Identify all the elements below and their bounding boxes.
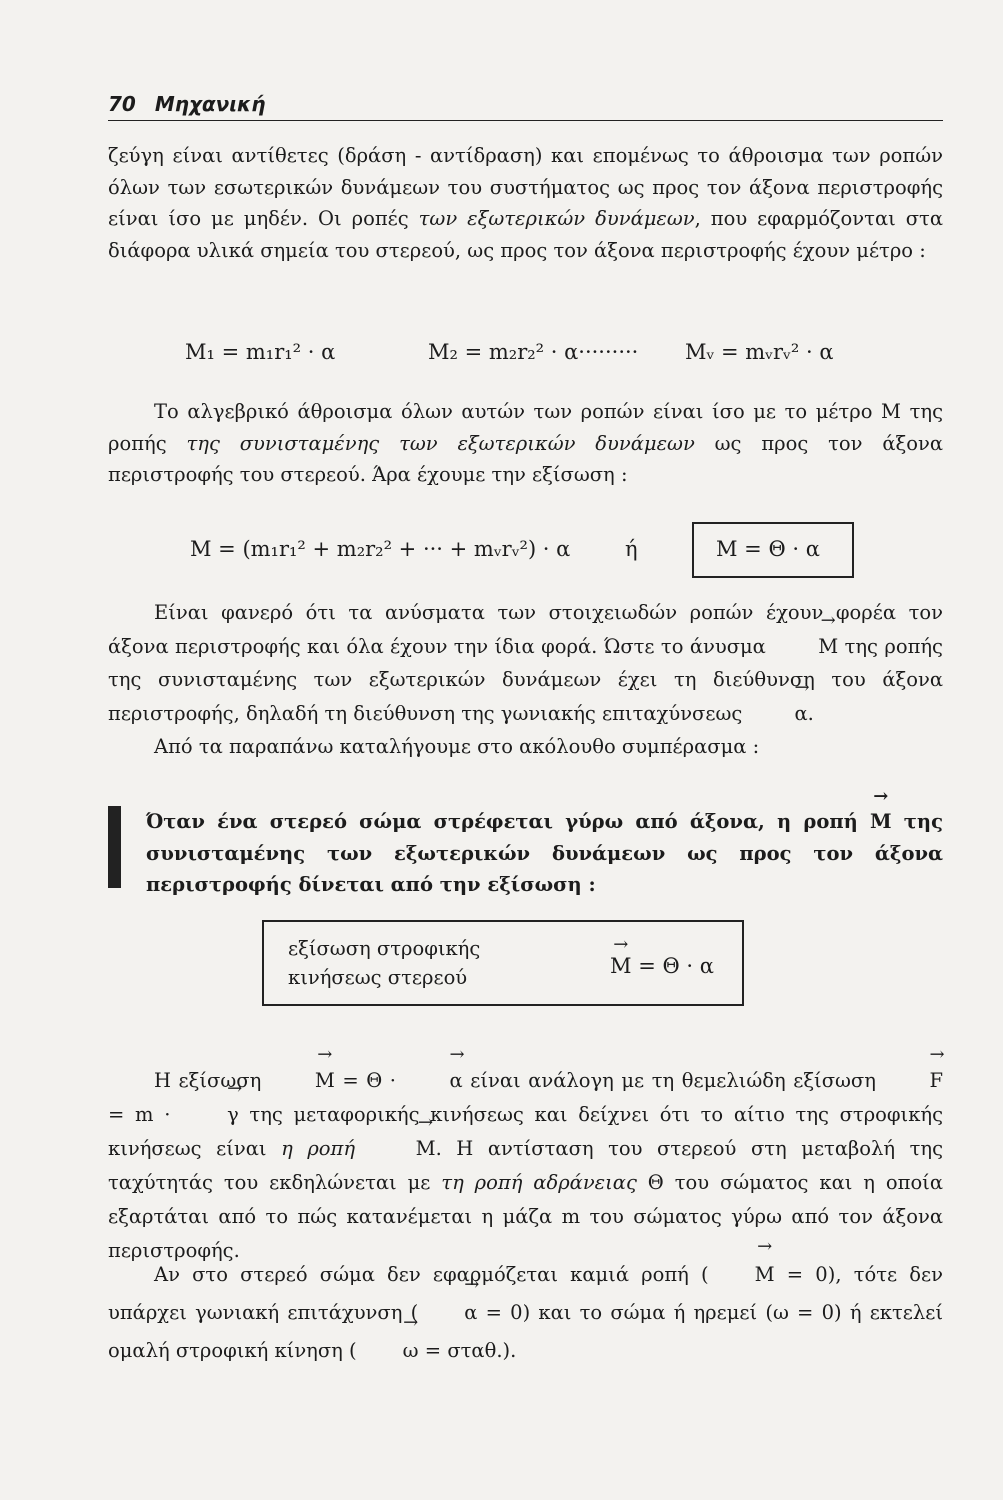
para5-text-a: Αν στο στερεό σώμα δεν εφαρμόζεται καμιά ροπή ( [154, 1263, 709, 1286]
para3-text-b: της ροπής της συνισταμένης των εξωτερικών δυνάμεων έχει τη διεύθυνση του άξονα περιστροφής, δηλαδή τη διεύθυνση της γωνιακής επιταχύνσεως [108, 634, 943, 725]
para4-text-a: Η εξίσωση [154, 1069, 269, 1092]
para4-vector-F: → F [883, 1064, 943, 1098]
paragraph-4 [108, 1064, 943, 1268]
box-vector-M: → M [610, 954, 632, 978]
para4-vector-gamma: → γ [181, 1098, 239, 1132]
para5-vector-M: → M [709, 1256, 775, 1294]
boxed-equation: M = Θ · α [716, 537, 820, 561]
box-label [288, 934, 480, 992]
para4-text-f: . Η αντίσταση του στερεού στη μεταβολή της ταχύτητάς του εκδηλώνεται με [108, 1137, 943, 1194]
equation-m1: M₁ = m₁r₁² · α [185, 340, 336, 364]
para4-text-e: της μεταφορικής κινήσεως και δείχνει ότι το αίτιο της στροφικής κινήσεως είναι [108, 1103, 943, 1160]
page-header [108, 92, 943, 121]
conclusion-highlight [146, 806, 943, 901]
para2-text-a: Το αλγεβρικό άθροισμα όλων αυτών των ροπών είναι ίσο με το μέτρο M της ροπής [108, 400, 943, 455]
para5-vector-alpha: → α [418, 1294, 477, 1332]
para4-text-d: = m · [108, 1103, 182, 1126]
para4-text-g: Θ του σώματος και η οποία εξαρτάται από το πώς κατανέμεται η μάζα m του σώματος γύρω από τον άξονα περιστροφής. [108, 1171, 943, 1262]
page-number: 70 [108, 92, 136, 116]
paragraph-5 [108, 1256, 943, 1370]
paragraph-2 [108, 396, 943, 491]
para4-text-b: = Θ · [334, 1069, 404, 1092]
equation-sum: M = (m₁r₁² + m₂r₂² + ··· + mᵥrᵥ²) · α [190, 537, 571, 561]
para4-text-c: είναι ανάλογη με τη θεμελιώδη εξίσωση [462, 1069, 884, 1092]
box-equation [610, 954, 714, 978]
para4-vector-alpha: → α [404, 1064, 463, 1098]
para1-text-a: ζεύγη είναι αντίθετες (δράση - αντίδραση) και επομένως το άθροισμα των ροπών όλων των εσωτερικών δυνάμεων του συστήματος ως προς τον άξονα περιστροφής είναι ίσο με μηδέν. Οι ροπές [108, 144, 943, 230]
para5-text-c: = 0) και το σώμα ή ηρεμεί (ω = 0) ή εκτελεί ομαλή στροφική κίνηση ( [108, 1301, 943, 1362]
rotational-equation-box [262, 920, 744, 1006]
equation-m2: M₂ = m₂r₂² · α········· [428, 340, 639, 364]
para4-italic-2: τη ροπή αδράνειας [441, 1171, 637, 1194]
vector-alpha: → α [749, 697, 808, 731]
box-label-line1: εξίσωση στροφικής [288, 937, 481, 960]
highlight-text-a: Όταν ένα στερεό σώμα στρέφεται γύρω από άξονα, η ροπή [146, 810, 870, 833]
para5-text-b: = 0), τότε δεν υπάρχει γωνιακή επιτάχυνση ( [108, 1263, 943, 1324]
paragraph-3 [108, 596, 943, 764]
para5-vector-omega: → ω [357, 1332, 419, 1370]
para1-italic: των εξωτερικών δυνάμεων [418, 207, 695, 230]
highlight-bar [108, 806, 121, 888]
para1-text-b: , που εφαρμόζονται στα διάφορα υλικά σημεία του στερεού, ως προς τον άξονα περιστροφής έχουν μέτρο : [108, 207, 943, 262]
running-title: Μηχανική [154, 92, 266, 116]
para2-italic: της συνισταμένης των εξωτερικών δυνάμεων [186, 431, 695, 455]
equation-mv: Mᵥ = mᵥrᵥ² · α [685, 340, 834, 364]
para4-italic-1: η ροπή [281, 1137, 356, 1160]
paragraph-1 [108, 140, 943, 266]
para4-vector-M: → M [269, 1064, 335, 1098]
para4-vector-M2: → M [370, 1132, 436, 1166]
para3-text-c: . [807, 701, 814, 725]
para3-text-d: Από τα παραπάνω καταλήγουμε στο ακόλουθο συμπέρασμα : [154, 735, 760, 758]
box-equation-rest: = Θ · α [631, 954, 714, 978]
boxed-equation-frame [692, 522, 854, 578]
vector-M: → M [772, 630, 838, 664]
box-label-line2: κινήσεως στερεού [288, 966, 468, 989]
equation-or: ή [625, 537, 638, 561]
highlight-text-b: της συνισταμένης των εξωτερικών δυνάμεων ως προς τον άξονα περιστροφής δίνεται από την εξίσωση : [146, 810, 943, 896]
para3-text-a: Είναι φανερό ότι τα ανύσματα των στοιχειωδών ροπών έχουν φορέα τον άξονα περιστροφής και όλα έχουν την ίδια φορά. Ώστε το άνυσμα [108, 601, 943, 658]
para2-text-b: ως προς τον άξονα περιστροφής του στερεού. Άρα έχουμε την εξίσωση : [108, 431, 943, 486]
para5-text-d: = σταθ.). [418, 1339, 517, 1362]
highlight-vector-M: → M [870, 806, 892, 838]
